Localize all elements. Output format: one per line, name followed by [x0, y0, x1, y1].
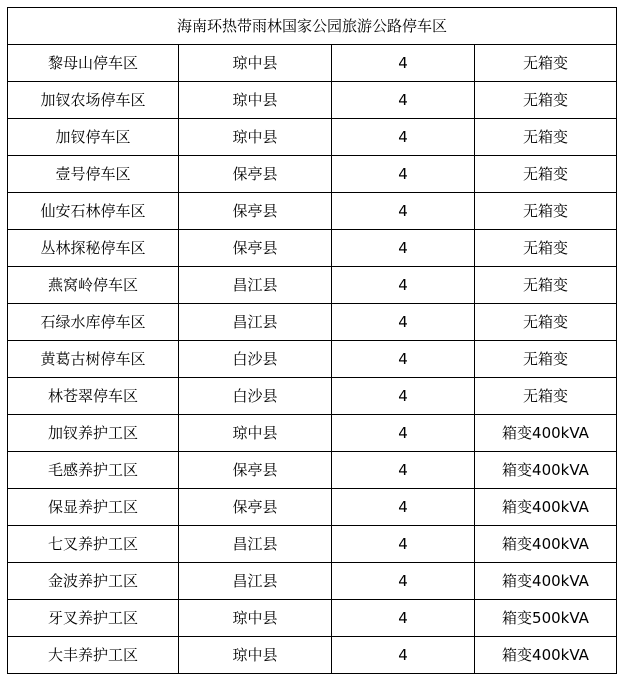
transformer-cell: 无箱变: [475, 193, 617, 230]
transformer-cell: 无箱变: [475, 82, 617, 119]
table-row: [8, 193, 617, 230]
spaces-count-cell: 4: [332, 45, 475, 82]
transformer-cell: 无箱变: [475, 119, 617, 156]
facility-name-cell: 保显养护工区: [8, 489, 179, 526]
county-cell: 昌江县: [179, 267, 332, 304]
county-cell: 昌江县: [179, 304, 332, 341]
spaces-count-cell: 4: [332, 304, 475, 341]
transformer-cell: 无箱变: [475, 156, 617, 193]
spaces-count-cell: 4: [332, 230, 475, 267]
table-row: [8, 526, 617, 563]
facility-name-cell: 大丰养护工区: [8, 637, 179, 674]
transformer-cell: 无箱变: [475, 230, 617, 267]
transformer-cell: 箱变400kVA: [475, 415, 617, 452]
spaces-count-cell: 4: [332, 415, 475, 452]
spaces-count-cell: 4: [332, 489, 475, 526]
county-cell: 白沙县: [179, 378, 332, 415]
county-cell: 白沙县: [179, 341, 332, 378]
county-cell: 琼中县: [179, 415, 332, 452]
spaces-count-cell: 4: [332, 378, 475, 415]
facility-name-cell: 加钗停车区: [8, 119, 179, 156]
spaces-count-cell: 4: [332, 637, 475, 674]
spaces-count-cell: 4: [332, 193, 475, 230]
spaces-count-cell: 4: [332, 341, 475, 378]
facility-name-cell: 牙叉养护工区: [8, 600, 179, 637]
facility-name-cell: 壹号停车区: [8, 156, 179, 193]
spaces-count-cell: 4: [332, 600, 475, 637]
facility-name-cell: 七叉养护工区: [8, 526, 179, 563]
table-row: [8, 637, 617, 674]
table-row: [8, 563, 617, 600]
facility-name-cell: 石绿水库停车区: [8, 304, 179, 341]
transformer-cell: 箱变400kVA: [475, 563, 617, 600]
transformer-cell: 箱变400kVA: [475, 637, 617, 674]
transformer-cell: 箱变400kVA: [475, 452, 617, 489]
spaces-count-cell: 4: [332, 452, 475, 489]
facility-name-cell: 金波养护工区: [8, 563, 179, 600]
table-row: [8, 341, 617, 378]
table-row: [8, 230, 617, 267]
county-cell: 保亭县: [179, 156, 332, 193]
table-row: [8, 156, 617, 193]
transformer-cell: 无箱变: [475, 267, 617, 304]
parking-area-table: [7, 7, 617, 674]
spaces-count-cell: 4: [332, 82, 475, 119]
table-row: [8, 415, 617, 452]
county-cell: 琼中县: [179, 119, 332, 156]
county-cell: 昌江县: [179, 563, 332, 600]
facility-name-cell: 燕窝岭停车区: [8, 267, 179, 304]
facility-name-cell: 黎母山停车区: [8, 45, 179, 82]
table-row: [8, 378, 617, 415]
facility-name-cell: 林苍翠停车区: [8, 378, 179, 415]
transformer-cell: 无箱变: [475, 304, 617, 341]
table-row: [8, 82, 617, 119]
transformer-cell: 无箱变: [475, 341, 617, 378]
spaces-count-cell: 4: [332, 267, 475, 304]
facility-name-cell: 毛感养护工区: [8, 452, 179, 489]
county-cell: 保亭县: [179, 452, 332, 489]
table-row: [8, 600, 617, 637]
county-cell: 琼中县: [179, 637, 332, 674]
facility-name-cell: 加钗养护工区: [8, 415, 179, 452]
table-title-row: [8, 8, 617, 45]
spaces-count-cell: 4: [332, 563, 475, 600]
facility-name-cell: 仙安石林停车区: [8, 193, 179, 230]
county-cell: 保亭县: [179, 489, 332, 526]
county-cell: 保亭县: [179, 193, 332, 230]
transformer-cell: 无箱变: [475, 378, 617, 415]
table-row: [8, 119, 617, 156]
county-cell: 琼中县: [179, 45, 332, 82]
table-row: [8, 452, 617, 489]
transformer-cell: 箱变400kVA: [475, 489, 617, 526]
spaces-count-cell: 4: [332, 156, 475, 193]
transformer-cell: 箱变500kVA: [475, 600, 617, 637]
facility-name-cell: 丛林探秘停车区: [8, 230, 179, 267]
county-cell: 琼中县: [179, 82, 332, 119]
spaces-count-cell: 4: [332, 119, 475, 156]
facility-name-cell: 黄葛古树停车区: [8, 341, 179, 378]
table-row: [8, 45, 617, 82]
table-title: 海南环热带雨林国家公园旅游公路停车区: [8, 8, 617, 45]
county-cell: 琼中县: [179, 600, 332, 637]
transformer-cell: 箱变400kVA: [475, 526, 617, 563]
spaces-count-cell: 4: [332, 526, 475, 563]
county-cell: 昌江县: [179, 526, 332, 563]
county-cell: 保亭县: [179, 230, 332, 267]
table-row: [8, 489, 617, 526]
facility-name-cell: 加钗农场停车区: [8, 82, 179, 119]
table-row: [8, 304, 617, 341]
transformer-cell: 无箱变: [475, 45, 617, 82]
table-row: [8, 267, 617, 304]
